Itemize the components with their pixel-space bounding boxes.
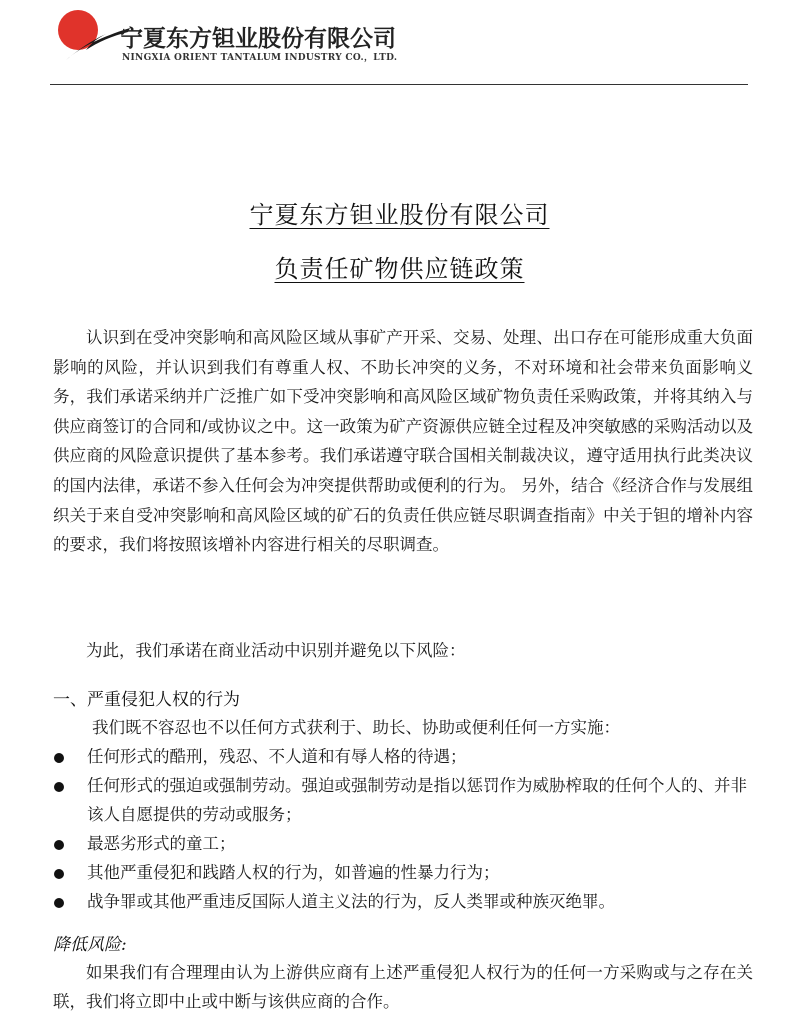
- list-item: 任何形式的强迫或强制劳动。强迫或强制劳动是指以惩罚作为威胁榨取的任何个人的、并非该人自愿提供的劳动或服务；: [53, 771, 753, 829]
- list-item: 战争罪或其他严重违反国际人道主义法的行为，反人类罪或种族灭绝罪。: [53, 887, 753, 916]
- document-title-line2: 负责任矿物供应链政策: [274, 255, 525, 283]
- letterhead-company-name-en: NINGXIA ORIENT TANTALUM INDUSTRY CO.，LTD.: [122, 53, 398, 63]
- section-intro: 我们既不容忍也不以任何方式获利于、助长、协助或便利任何一方实施：: [92, 718, 620, 737]
- document-title-line1: 宁夏东方钽业股份有限公司: [249, 201, 550, 229]
- bullet-icon: [54, 898, 64, 908]
- lead-paragraph: 为此，我们承诺在商业活动中识别并避免以下风险：: [86, 641, 466, 660]
- bullet-icon: [54, 869, 64, 879]
- mitigation-heading: 降低风险:: [53, 935, 127, 955]
- human-rights-list: [53, 742, 753, 916]
- section-heading-human-rights: 一、严重侵犯人权的行为: [53, 690, 240, 710]
- bullet-icon: [54, 782, 64, 792]
- bullet-icon: [54, 840, 64, 850]
- intro-paragraph: 认识到在受冲突影响和高风险区域从事矿产开采、交易、处理、出口存在可能形成重大负面影响的风险，并认识到我们有尊重人权、不助长冲突的义务，不对环境和社会带来负面影响义务，我们承诺采纳并广泛推广如下受冲突影响和高风险区域矿物负责任采购政策，并将其纳入与供应商签订的合同和/或协议之中。这一政策为矿产资源供应链全过程及冲突敏感的采购活动以及供应商的风险意识提供了基本参考。我们承诺遵守联合国相关制裁决议，遵守适用执行此类决议的国内法律，承诺不参入任何会为冲突提供帮助或便利的行为。 另外，结合《经济合作与发展组织关于来自受冲突影响和高风险区域的矿石的负责任供应链尽职调查指南》中关于钽的增补内容的要求，我们将按照该增补内容进行相关的尽职调查。: [53, 328, 753, 555]
- list-item: 其他严重侵犯和践踏人权的行为，如普遍的性暴力行为；: [53, 858, 753, 887]
- list-item: 任何形式的酷刑，残忍、不人道和有辱人格的待遇；: [53, 742, 753, 771]
- mitigation-paragraph: 如果我们有合理理由认为上游供应商有上述严重侵犯人权行为的任何一方采购或与之存在关联，我们将立即中止或中断与该供应商的合作。: [53, 963, 753, 1011]
- letterhead-divider: [50, 84, 748, 85]
- list-item: 最恶劣形式的童工；: [53, 829, 753, 858]
- bullet-icon: [54, 753, 64, 763]
- letterhead-company-name-cn: 宁夏东方钽业股份有限公司: [120, 26, 396, 52]
